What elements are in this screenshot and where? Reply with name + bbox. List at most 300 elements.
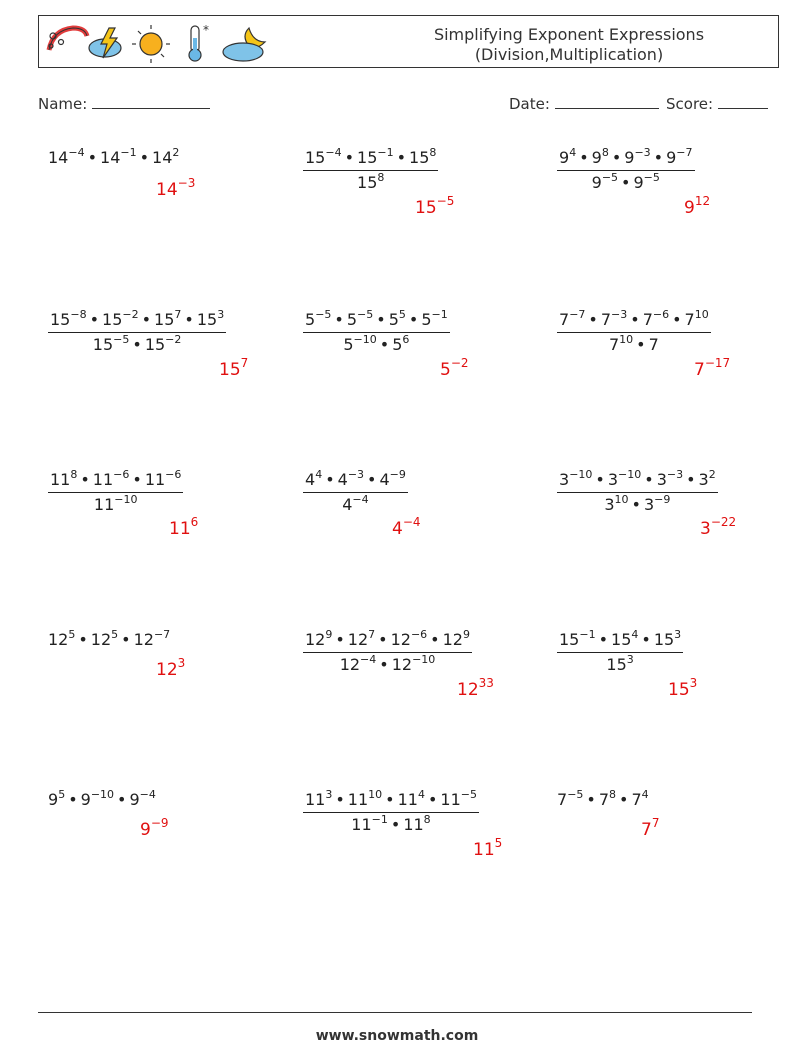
power-base: 15 [409,148,430,167]
power-base: 11 [92,470,114,489]
power-exponent: 33 [478,676,494,690]
answer-8 [392,515,421,539]
footer-divider [38,1012,752,1013]
multiply-dot: • [117,790,127,809]
numerator [557,310,711,333]
fraction [303,470,408,514]
power-term [348,790,382,809]
power-base: 9 [48,790,59,809]
power-exponent: 10 [619,333,634,346]
multiply-dot: • [619,790,629,809]
power-exponent: −4 [402,515,421,529]
power-base: 9 [559,148,570,167]
power-exponent: 4 [417,788,425,801]
power-exponent: −7 [569,308,586,321]
power-term [392,655,436,674]
power-base: 4 [342,495,353,514]
power-base: 12 [48,630,69,649]
power-base: 15 [357,148,378,167]
power-term [633,173,659,192]
answer-power [392,515,421,539]
power-term [392,335,409,354]
multiply-dot: • [132,470,142,489]
power-base: 9 [591,173,602,192]
power-term [559,148,576,167]
power-term [129,790,155,809]
power-term [93,470,130,489]
power-exponent: 4 [641,788,649,801]
power-base: 14 [48,148,69,167]
answer-15 [641,816,660,840]
numerator [557,470,718,493]
power-base: 5 [343,335,354,354]
power-term [601,310,627,329]
power-base: 7 [631,790,642,809]
power-exponent: 5 [58,788,66,801]
power-base: 9 [591,148,602,167]
problem-9 [557,470,718,514]
multiply-dot: • [121,630,131,649]
answer-11 [457,676,494,700]
answer-7 [169,515,199,539]
power-base: 15 [196,310,218,329]
power-exponent: 10 [368,788,383,801]
multiply-dot: • [344,148,355,167]
name-field[interactable] [38,95,210,113]
power-base: 12 [391,655,413,674]
power-base: 15 [305,148,326,167]
multiply-dot: • [335,630,345,649]
power-base: 15 [154,310,175,329]
power-exponent: −6 [165,468,182,481]
problem-14 [303,790,479,834]
power-exponent: −10 [90,788,115,801]
power-base: 15 [415,198,437,218]
answer-power [684,194,711,218]
power-exponent: 3 [177,656,186,670]
denominator [303,813,479,834]
power-base: 7 [684,310,695,329]
power-term [197,310,224,329]
power-exponent: 7 [368,628,376,641]
power-base: 9 [633,173,644,192]
problem-2 [303,148,438,192]
power-exponent: 5 [111,628,119,641]
power-exponent: −3 [634,146,651,159]
date-label: Date: [509,95,550,113]
product-expression [557,790,649,809]
multiply-dot: • [631,495,641,514]
power-exponent: −6 [652,308,670,321]
power-base: 12 [457,680,479,700]
problem-10 [48,630,170,649]
multiply-dot: • [630,310,640,329]
power-exponent: 4 [569,146,577,159]
power-term [443,630,470,649]
power-exponent: −10 [618,468,642,481]
power-exponent: 8 [70,468,78,481]
power-exponent: −9 [654,493,671,506]
power-exponent: −8 [70,308,87,321]
power-base: 15 [144,335,166,354]
power-term [93,335,130,354]
power-term [340,655,377,674]
power-exponent: 7 [651,816,660,830]
denominator [48,493,183,514]
power-base: 15 [668,680,690,700]
multiply-dot: • [334,310,344,329]
power-base: 5 [421,310,432,329]
power-exponent: −3 [611,308,628,321]
power-base: 11 [144,470,166,489]
answer-1 [156,176,196,200]
power-base: 7 [641,820,652,840]
denominator [557,493,718,514]
problem-15 [557,790,649,809]
power-term [48,790,65,809]
numerator [48,310,226,333]
answer-power [641,816,660,840]
problem-11 [303,630,472,674]
power-exponent: 5 [398,308,406,321]
power-exponent: 3 [325,788,333,801]
power-base: 11 [403,815,424,834]
answer-5 [440,356,469,380]
multiply-dot: • [132,335,142,354]
problem-3 [557,148,695,192]
power-term [134,630,171,649]
power-exponent: 3 [626,653,634,666]
power-base: 15 [611,630,632,649]
power-base: 15 [219,360,241,380]
multiply-dot: • [80,470,90,489]
problem-13 [48,790,156,809]
numerator [303,148,438,171]
multiply-dot: • [379,655,389,674]
power-exponent: −4 [352,493,369,506]
sun-icon [132,25,170,63]
power-term [440,790,477,809]
multiply-dot: • [579,148,589,167]
power-base: 7 [642,310,653,329]
power-term [599,790,616,809]
power-term [649,335,659,354]
problem-6 [557,310,711,354]
fraction [303,630,472,674]
power-base: 12 [156,660,178,680]
power-term [338,470,364,489]
power-base: 9 [129,790,140,809]
power-term [643,310,669,329]
power-term [666,148,692,167]
power-base: 5 [305,310,316,329]
power-base: 11 [473,840,495,860]
power-exponent: −1 [371,813,388,826]
power-exponent: 2 [172,146,180,159]
power-exponent: −1 [431,308,448,321]
power-base: 4 [392,519,403,539]
worksheet-header [38,15,779,68]
power-base: 9 [80,790,91,809]
power-base: 11 [347,790,369,809]
answer-13 [140,816,169,840]
title-line-1: Simplifying Exponent Expressions [433,25,705,44]
power-base: 5 [388,310,399,329]
multiply-dot: • [430,630,440,649]
power-exponent: −22 [710,515,737,529]
score-field[interactable] [666,95,768,113]
power-exponent: 6 [402,333,410,346]
power-exponent: −1 [377,146,394,159]
worksheet-title [399,25,739,65]
power-base: 15 [653,630,675,649]
multiply-dot: • [686,470,696,489]
power-exponent: −1 [579,628,596,641]
power-base: 11 [305,790,326,809]
power-term [357,173,384,192]
power-exponent: −5 [601,171,619,184]
power-term [699,470,716,489]
power-base: 5 [392,335,403,354]
problem-7 [48,470,183,514]
power-exponent: 7 [240,356,249,370]
power-exponent: −4 [325,146,342,159]
power-term [305,790,332,809]
power-term [305,630,332,649]
thunderstorm-icon [89,28,121,58]
power-term [608,470,641,489]
product-expression [48,148,179,167]
answer-6 [694,356,731,380]
product-expression [48,790,156,809]
power-base: 12 [442,630,463,649]
numerator [48,470,183,493]
power-term [50,470,77,489]
power-exponent: −2 [450,356,469,370]
power-exponent: 10 [694,308,709,321]
multiply-dot: • [641,630,651,649]
footer-url: www.snowmath.com [315,1028,479,1044]
power-base: 9 [684,198,695,218]
power-term [685,310,709,329]
power-term [592,148,609,167]
power-exponent: 3 [674,628,682,641]
power-base: 12 [339,655,361,674]
power-exponent: −4 [68,146,85,159]
multiply-dot: • [367,470,377,489]
power-exponent: −10 [569,468,593,481]
power-exponent: 8 [609,788,617,801]
power-exponent: 9 [325,628,333,641]
power-base: 11 [351,815,372,834]
power-term [152,148,179,167]
answer-power [668,676,698,700]
problem-8 [303,470,408,514]
power-base: 5 [440,360,451,380]
denominator [303,493,408,514]
power-term [657,470,683,489]
power-base: 11 [93,495,115,514]
answer-power [415,194,455,218]
date-field[interactable] [509,95,659,113]
numerator [303,310,450,333]
power-term [305,470,322,489]
fraction [303,148,438,192]
score-label: Score: [666,95,714,113]
power-term [145,470,182,489]
product-expression [48,630,170,649]
multiply-dot: • [408,310,419,329]
multiply-dot: • [68,790,78,809]
answer-power [169,515,199,539]
power-base: 12 [90,630,112,649]
power-base: 11 [169,519,191,539]
power-term [609,335,633,354]
denominator [557,171,695,192]
power-term [348,630,375,649]
power-base: 12 [305,630,326,649]
power-exponent: 6 [190,515,199,529]
power-term [559,470,592,489]
power-exponent: −5 [357,308,374,321]
power-exponent: −4 [139,788,156,801]
multiply-dot: • [379,335,390,354]
power-term [50,310,87,329]
power-term [654,630,681,649]
power-exponent: −10 [353,333,377,346]
fraction [303,790,479,834]
power-term [81,790,114,809]
power-term [592,173,618,192]
power-term [421,310,447,329]
multiply-dot: • [653,148,664,167]
numerator [557,148,695,171]
power-base: 15 [606,655,627,674]
power-exponent: 8 [429,146,437,159]
answer-power [700,515,737,539]
title-line-2: (Division,Multiplication) [474,45,664,64]
power-base: 12 [133,630,154,649]
power-base: 3 [604,495,615,514]
denominator [557,653,683,674]
power-term [91,630,118,649]
power-exponent: −2 [165,333,182,346]
multiply-dot: • [325,470,335,489]
power-base: 3 [698,470,709,489]
multiply-dot: • [184,310,194,329]
power-base: 9 [666,148,677,167]
date-blank[interactable] [555,95,659,109]
answer-14 [473,836,503,860]
power-exponent: −3 [177,176,196,190]
power-exponent: 8 [423,813,431,826]
power-exponent: 2 [708,468,716,481]
problem-5 [303,310,450,354]
power-term [606,655,633,674]
fraction [557,148,695,192]
power-exponent: −5 [436,194,455,208]
power-base: 15 [92,335,114,354]
power-term [379,470,405,489]
power-base: 7 [694,360,705,380]
denominator [303,333,450,354]
multiply-dot: • [636,335,646,354]
score-blank[interactable] [718,95,768,109]
wind-icon [49,28,87,50]
power-term [347,310,373,329]
power-exponent: 3 [217,308,225,321]
power-base: 7 [557,790,568,809]
power-term [559,630,596,649]
power-term [145,335,182,354]
multiply-dot: • [335,790,345,809]
power-exponent: 5 [68,628,76,641]
power-exponent: −10 [412,653,436,666]
power-exponent: −7 [153,628,171,641]
fraction [48,470,183,514]
power-exponent: −4 [360,653,377,666]
svg-text:*: * [203,23,209,37]
power-base: 14 [156,180,178,200]
answer-9 [700,515,737,539]
multiply-dot: • [78,630,88,649]
answer-3 [684,194,711,218]
name-label: Name: [38,95,88,113]
denominator [303,171,438,192]
power-exponent: −3 [666,468,684,481]
power-exponent: 7 [174,308,182,321]
answer-power [440,356,469,380]
power-term [100,148,137,167]
power-exponent: −5 [643,171,660,184]
answer-power [694,356,731,380]
name-blank[interactable] [92,95,210,109]
power-exponent: −6 [113,468,130,481]
power-base: 9 [140,820,151,840]
power-exponent: 12 [694,194,711,208]
power-base: 7 [598,790,610,809]
power-exponent: 4 [315,468,323,481]
answer-power [219,356,249,380]
power-exponent: −9 [389,468,406,481]
power-term [343,335,376,354]
power-base: 11 [50,470,71,489]
power-base: 15 [357,173,378,192]
power-base: 11 [440,790,461,809]
multiply-dot: • [586,790,596,809]
power-exponent: 8 [377,171,385,184]
power-term [604,495,628,514]
power-base: 4 [337,470,348,489]
multiply-dot: • [427,790,438,809]
power-exponent: 5 [494,836,503,850]
power-base: 3 [700,519,711,539]
multiply-dot: • [672,310,682,329]
power-exponent: −3 [347,468,365,481]
multiply-dot: • [139,148,150,167]
power-base: 3 [607,470,619,489]
power-exponent: −2 [122,308,139,321]
numerator [303,470,408,493]
power-term [357,148,394,167]
thermometer-icon [189,23,209,61]
power-term [48,148,85,167]
power-base: 15 [50,310,71,329]
power-base: 7 [600,310,612,329]
power-base: 12 [390,630,411,649]
answer-power [156,656,186,680]
power-term [409,148,436,167]
